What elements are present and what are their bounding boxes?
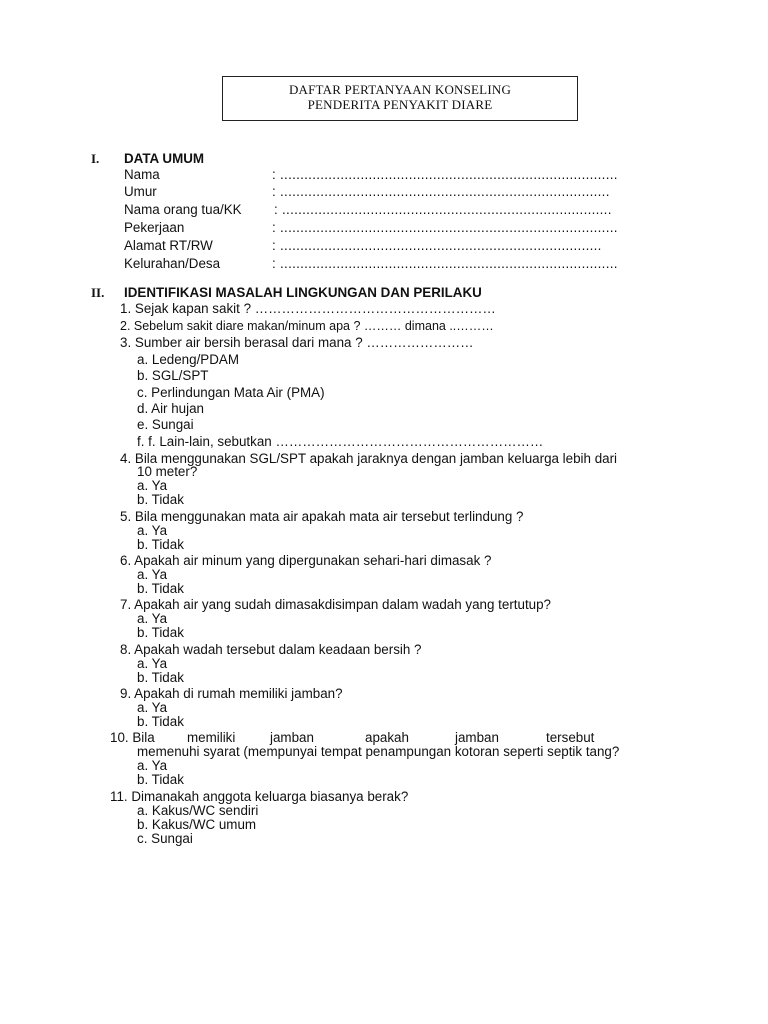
question-5: 5. Bila menggunakan mata air apakah mata air tersebut terlindung ? <box>120 509 524 524</box>
q11-option-c: c. Sungai <box>137 831 193 846</box>
field-value-alamat: : ................................................................................ <box>272 238 602 253</box>
field-value-nama: : .................................................................................... <box>272 167 618 182</box>
field-label-nama-orang-tua: Nama orang tua/KK <box>124 202 242 217</box>
question-1: 1. Sejak kapan sakit ? ……………………………………………… <box>120 301 496 316</box>
title-line-1: DAFTAR PERTANYAAN KONSELING <box>288 82 512 97</box>
q9-option-ya: a. Ya <box>137 700 168 715</box>
q6-option-ya: a. Ya <box>137 567 168 582</box>
field-label-nama: Nama <box>124 167 160 182</box>
q3-option-c: c. Perlindungan Mata Air (PMA) <box>137 385 325 400</box>
field-value-umur: : .................................................................................. <box>272 184 610 199</box>
q4-option-ya: a. Ya <box>137 478 168 493</box>
section-2-heading: IDENTIFIKASI MASALAH LINGKUNGAN DAN PERILAKU <box>124 285 482 300</box>
q5-option-tidak: b. Tidak <box>137 537 184 552</box>
field-value-kelurahan: : .................................................................................... <box>272 256 618 271</box>
question-10-word-6: tersebut <box>546 730 595 745</box>
q9-option-tidak: b. Tidak <box>137 714 184 729</box>
q3-option-b: b. SGL/SPT <box>137 368 209 383</box>
field-value-pekerjaan: : .................................................................................... <box>272 220 618 235</box>
question-3: 3. Sumber air bersih berasal dari mana ? …………………… <box>120 335 474 350</box>
question-10-line-2: memenuhi syarat (mempunyai tempat penampungan kotoran seperti septik tang? <box>137 744 620 759</box>
q7-option-tidak: b. Tidak <box>137 625 184 640</box>
q8-option-ya: a. Ya <box>137 656 168 671</box>
section-2-number: II. <box>91 285 105 300</box>
q5-option-ya: a. Ya <box>137 523 168 538</box>
q7-option-ya: a. Ya <box>137 611 168 626</box>
question-10-word-3: jamban <box>270 730 314 745</box>
question-4-line-1: 4. Bila menggunakan SGL/SPT apakah jaraknya dengan jamban keluarga lebih dari <box>120 451 618 466</box>
document-title-box <box>222 76 578 121</box>
question-4-line-2: 10 meter? <box>137 464 198 479</box>
q3-option-d: d. Air hujan <box>137 401 204 416</box>
field-value-nama-orang-tua: : .................................................................................. <box>274 202 612 217</box>
question-10-word-1: 10. Bila <box>110 730 155 745</box>
section-1-heading: DATA UMUM <box>124 151 205 166</box>
question-6: 6. Apakah air minum yang dipergunakan sehari-hari dimasak ? <box>120 553 492 568</box>
q3-option-a: a. Ledeng/PDAM <box>137 352 239 367</box>
question-10-word-4: apakah <box>365 730 409 745</box>
field-label-kelurahan: Kelurahan/Desa <box>124 256 221 271</box>
question-11: 11. Dimanakah anggota keluarga biasanya berak? <box>110 789 409 804</box>
question-7: 7. Apakah air yang sudah dimasakdisimpan dalam wadah yang tertutup? <box>120 597 552 612</box>
q3-option-f: f. f. Lain-lain, sebutkan …………………………………………………… <box>137 434 544 449</box>
question-10-word-2: memiliki <box>187 730 236 745</box>
section-1-number: I. <box>91 151 100 166</box>
field-label-alamat: Alamat RT/RW <box>124 238 213 253</box>
q8-option-tidak: b. Tidak <box>137 670 184 685</box>
title-line-2: PENDERITA PENYAKIT DIARE <box>307 97 493 112</box>
q6-option-tidak: b. Tidak <box>137 581 184 596</box>
q3-option-e: e. Sungai <box>137 417 194 432</box>
q11-option-b: b. Kakus/WC umum <box>137 817 257 832</box>
q11-option-a: a. Kakus/WC sendiri <box>137 803 259 818</box>
question-2: 2. Sebelum sakit diare makan/minum apa ? ……… dimana ..……… <box>120 319 494 333</box>
q10-option-tidak: b. Tidak <box>137 772 184 787</box>
q10-option-ya: a. Ya <box>137 758 168 773</box>
question-10-word-5: jamban <box>455 730 499 745</box>
q4-option-tidak: b. Tidak <box>137 492 184 507</box>
question-8: 8. Apakah wadah tersebut dalam keadaan bersih ? <box>120 642 422 657</box>
field-label-umur: Umur <box>124 184 157 199</box>
field-label-pekerjaan: Pekerjaan <box>124 220 185 235</box>
question-9: 9. Apakah di rumah memiliki jamban? <box>120 686 343 701</box>
